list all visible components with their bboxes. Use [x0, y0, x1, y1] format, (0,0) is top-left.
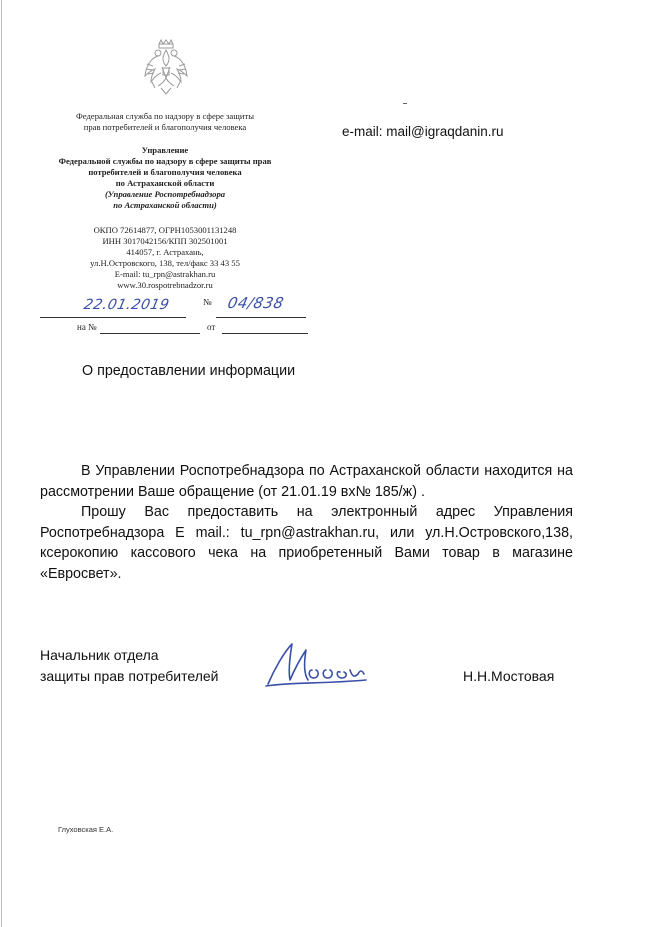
- department-line: по Астраханской области): [113, 200, 217, 210]
- body-paragraph-2: [40, 502, 573, 584]
- details-line: ОКПО 72614877, ОГРН1053001131248: [93, 225, 237, 235]
- reply-number-underline: [100, 333, 200, 334]
- executor-name: Глуховская Е.А.: [58, 825, 114, 834]
- agency-line: Федеральная служба по надзору в сфере защиты: [76, 111, 254, 121]
- paragraph-text: Прошу Вас предоставить на электронный адрес Управления Роспотребнадзора E mail.: tu_rpn@astrakhan.ru, или ул.Н.Островского,138, ксерокопию кассового чека на приобретенный Вами товар в магазине «Евросвет».: [40, 504, 573, 582]
- letter-subject: О предоставлении информации: [82, 363, 296, 379]
- agency-name: [40, 111, 290, 133]
- details-line: www.30.rospotrebnadzor.ru: [117, 280, 213, 290]
- paragraph-text: В Управлении Роспотребнадзора по Астраханской области находится на рассмотрении Ваше обращение (от 21.01.19 вх№ 185/ж) .: [40, 463, 573, 500]
- scan-edge: [1, 0, 2, 927]
- margin-mark: [403, 103, 407, 104]
- reply-to-number-label: на №: [77, 322, 97, 332]
- details-line: ИНН 3017042156/КПП 302501001: [102, 236, 228, 246]
- details-line: ул.Н.Островского, 138, тел/факс 33 43 55: [90, 258, 240, 268]
- double-headed-eagle-emblem-icon: [143, 38, 189, 96]
- signer-position-line2: защиты прав потребителей: [40, 668, 219, 684]
- registration-date: 22.01.2019: [82, 297, 171, 313]
- department-line: Федеральной службы по надзору в сфере защиты прав: [58, 156, 272, 166]
- reply-date-label: от: [207, 322, 216, 332]
- details-line: 414057, г. Астрахань,: [126, 247, 204, 257]
- signer-name: Н.Н.Мостовая: [463, 668, 555, 684]
- date-underline: [40, 317, 186, 318]
- signer-position-line1: Начальник отдела: [40, 647, 159, 663]
- number-underline: [216, 317, 306, 318]
- department-details: [40, 225, 290, 291]
- recipient-email: e-mail: mail@igraqdanin.ru: [342, 124, 504, 139]
- department-line: (Управление Роспотребнадзора: [104, 189, 226, 199]
- number-sign: №: [203, 297, 212, 307]
- reply-date-underline: [222, 333, 308, 334]
- registration-number: 04/838: [226, 294, 286, 312]
- agency-line: прав потребителей и благополучия человека: [83, 122, 247, 132]
- department-line: Управление: [141, 145, 189, 155]
- details-line: E-mail: tu_rpn@astrakhan.ru: [114, 269, 216, 279]
- department-line: потребителей и благополучия человека: [88, 167, 242, 177]
- handwritten-signature-icon: [262, 640, 372, 690]
- department-name: [40, 145, 290, 211]
- department-line: по Астраханской области: [115, 178, 215, 188]
- body-paragraph-1: [40, 461, 573, 502]
